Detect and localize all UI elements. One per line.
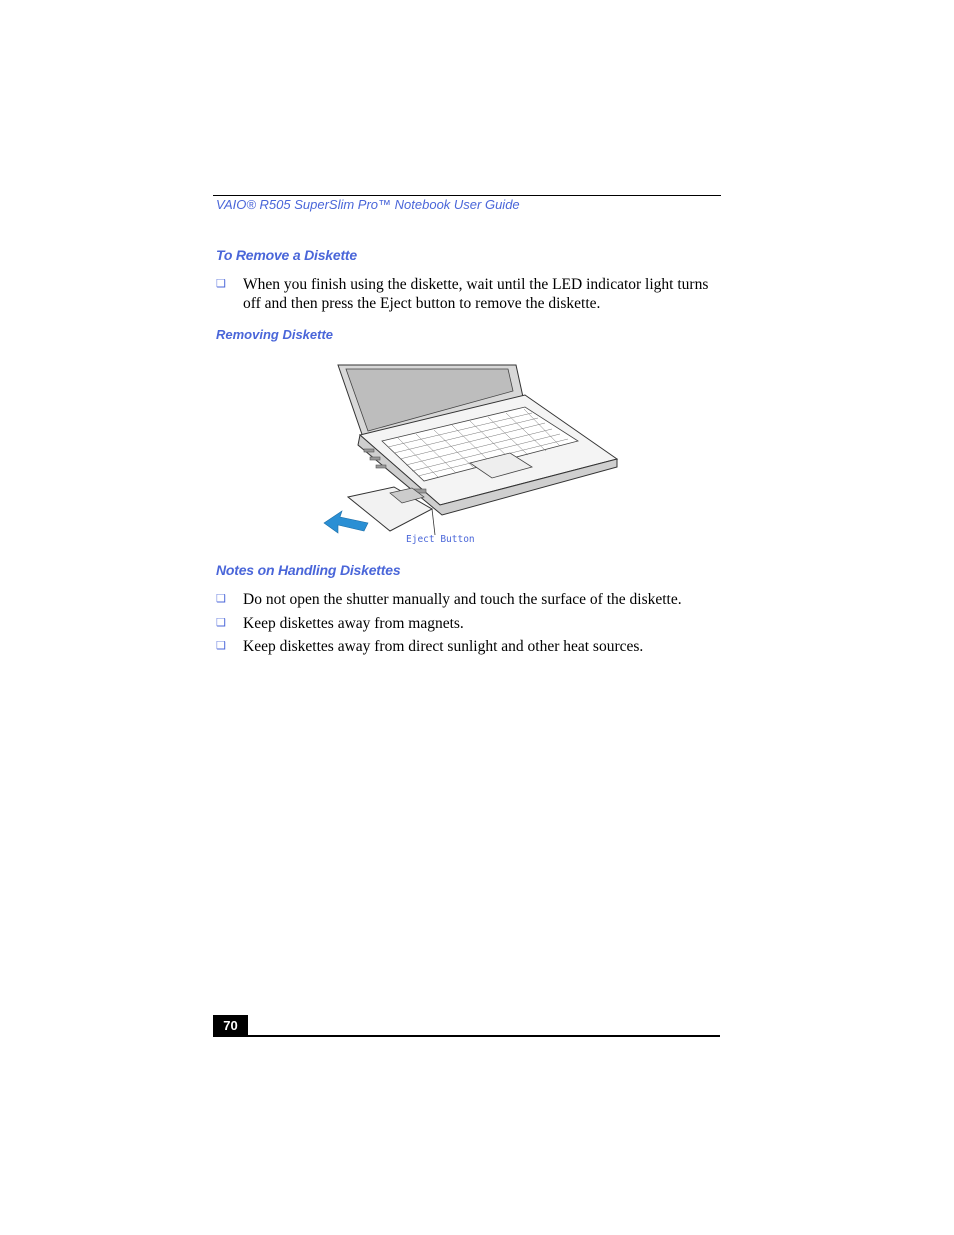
laptop-diskette-illustration: [320, 363, 620, 553]
checkbox-bullet-icon: ❑: [216, 278, 226, 290]
list-item-text: Keep diskettes away from direct sunlight and other heat sources.: [243, 638, 644, 655]
page-number: 70: [213, 1015, 248, 1036]
checkbox-bullet-icon: ❑: [216, 640, 226, 652]
list-item-text: Do not open the shutter manually and touch the surface of the diskette.: [243, 591, 682, 608]
eject-button-callout: Eject Button: [406, 534, 475, 545]
section-heading-remove-diskette: To Remove a Diskette: [216, 247, 357, 263]
header-rule: [213, 195, 721, 196]
eject-direction-arrow: [324, 511, 368, 533]
checkbox-bullet-icon: ❑: [216, 593, 226, 605]
running-title: VAIO® R505 SuperSlim Pro™ Notebook User Guide: [216, 197, 520, 212]
footer-rule: [213, 1035, 720, 1037]
figure-caption: Removing Diskette: [216, 327, 334, 342]
checkbox-bullet-icon: ❑: [216, 617, 226, 629]
list-item-text: Keep diskettes away from magnets.: [243, 615, 464, 632]
list-item-text: When you finish using the diskette, wait until the LED indicator light turns off and then press the Eject button to remove the diskette.: [243, 276, 709, 312]
eject-callout-line: [432, 509, 435, 535]
section-heading-handling-notes: Notes on Handling Diskettes: [216, 562, 401, 578]
